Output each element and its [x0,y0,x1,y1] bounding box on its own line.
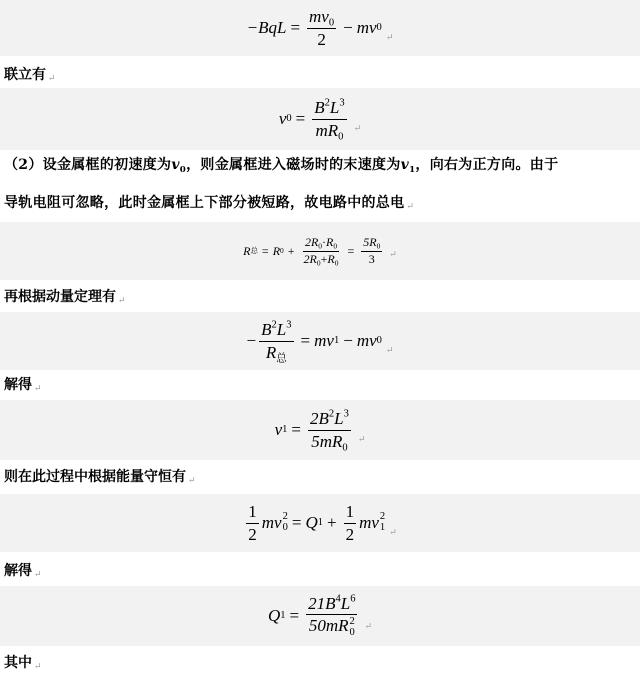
eq4-minus: − [343,331,353,350]
text-5: 解得 [4,377,32,393]
eq3-num-a: 2R [304,234,319,249]
eq3-dot: · [322,234,326,249]
eq4-num-b: B [261,319,272,339]
eq2-den: mR [315,120,339,140]
eq6-q: Q [305,513,318,532]
paragraph-mark: ↵ [364,621,373,632]
eq5-equals: = [291,420,301,439]
heat-equation: Q 1 = $21B^4L^6$ 50mR 2 0 ↵ [267,593,373,638]
eq3-den-a: 2R [303,251,317,266]
total-resistance-equation: R 总 = R 0 + $\frac{2R_0\cdot R_0}{2R_0+R_0}$ = $\frac{5R_0}{3}$ ↵ [243,234,397,268]
eq6-b: mv [359,513,379,532]
eq1-num: mv [309,6,329,26]
text-line-5 [4,376,42,398]
eq4-b: mv [356,331,377,350]
eq4-num-sup1: 2 [271,319,277,331]
eq3-num-a-sub: 0 [318,241,322,251]
paragraph-mark: ↵ [357,434,366,445]
text-6: 则在此过程中根据能量守恒有 [4,469,186,485]
text-8: 其中 [4,655,32,671]
eq2-lhs: v [278,109,287,128]
eq3-plus: + [287,243,295,258]
eq4-den-sub: 总 [276,353,287,365]
text-line-8 [4,654,42,676]
equation-block-3 [0,222,640,280]
eq4-neg: − [246,331,257,350]
eq3-num-b-sub: 0 [333,241,338,251]
text-line-7 [4,562,42,584]
momentum-equation: −BqL = $\frac{mv_0}{2}$ − mv 0 ↵ [246,6,394,49]
text-2-v0-sub: 0 [179,165,187,176]
eq6-plus: + [327,513,337,532]
eq3-den-b-sub: 0 [334,258,339,268]
eq5-num-sup1: 2 [328,408,335,420]
eq2-equals: = [295,109,306,128]
eq1-tail: mv [356,18,377,37]
eq7-equals: = [289,606,300,625]
text-1: 联立有 [4,67,46,83]
eq6-half1-den: 2 [248,524,257,544]
text-line-4 [4,288,126,310]
v1-equation: v 1 = $\frac{2B^2L^3}{5mR_0}$ ↵ [274,408,366,454]
eq3-num2-sub: 0 [376,241,381,251]
eq4-num-l: L [276,319,287,339]
eq3-den-plus: + [320,251,328,266]
eq3-num2: 5R [363,234,377,249]
paragraph-mark: ↵ [353,123,362,134]
paragraph-mark: ↵ [34,662,42,672]
text-2b: ，则金属框进入磁场时的末速度为 [186,157,401,173]
paragraph-mark: ↵ [389,249,397,260]
eq5-num-l: L [334,408,344,428]
eq4-equals: = [300,331,311,350]
eq3-equals-2: = [347,243,355,258]
paragraph-mark: ↵ [188,476,196,486]
paragraph-mark: ↵ [385,32,394,43]
text-line-3 [4,194,414,216]
text-3: 导轨电阻可忽略，此时金属框上下部分被短路，故电路中的总电 [4,195,405,211]
eq7-den-sub: 0 [349,626,355,638]
eq2-num-b: B [314,97,325,117]
text-2c: ，向右为正方向。由于 [415,157,559,173]
equation-block-4 [0,312,640,370]
equation-block-6 [0,494,640,552]
eq5-den-sub: 0 [342,442,348,454]
eq2-num-l: L [329,97,340,117]
v0-equation: v 0 = $\frac{B^2L^3}{mR_0}$ ↵ [278,97,362,143]
eq3-den-b: R [327,251,335,266]
eq7-num-sup1: 4 [335,593,341,605]
eq2-den-sub: 0 [338,131,344,143]
eq3-num-b: R [326,234,334,249]
eq6-a-sup: 2 [282,511,288,523]
eq5-lhs: v [274,420,283,439]
eq5-num-b: 2B [309,408,329,428]
eq3-fraction-1 [302,236,341,267]
eq1-den: 2 [317,29,326,49]
paragraph-mark: ↵ [385,345,394,356]
eq4-den: R [265,342,277,362]
text-line-6 [4,468,196,490]
eq6-b-sup: 2 [379,511,386,523]
eq7-lhs: Q [267,606,281,625]
eq1-lhs: −BqL [246,18,287,37]
eq6-equals: = [291,513,302,532]
eq7-num-l: L [340,593,351,613]
eq1-num-sub: 0 [328,17,335,29]
eq1-equals: = [290,18,301,37]
eq7-den-sup: 2 [349,616,355,627]
eq3-equals-1: = [261,243,269,258]
paragraph-mark: ↵ [406,202,415,212]
text-2-v0: v [171,157,180,173]
text-line-2 [4,156,558,174]
eq7-den: 50mR [308,616,349,636]
equation-block-7 [0,586,640,646]
eq3-lhs: R [243,243,251,258]
paragraph-mark: ↵ [48,74,56,84]
eq7-num-b: 21B [308,593,336,613]
eq6-a-sub: 0 [282,522,288,533]
eq6-half2-den: 2 [345,524,355,544]
eq7-num-sup2: 6 [350,593,356,605]
text-line-1 [4,66,56,88]
paragraph-mark: ↵ [34,384,42,394]
paragraph-mark: ↵ [34,570,42,580]
eq6-half2-num: 1 [344,502,357,524]
paragraph-mark: ↵ [118,296,126,306]
eq2-fraction [312,97,346,143]
eq3-den-a-sub: 0 [316,258,321,268]
eq2-num-sup1: 2 [324,97,330,109]
equation-block-5 [0,400,640,460]
eq1-minus: − [343,18,353,37]
eq2-num-sup2: 3 [339,97,345,109]
eq5-fraction [308,408,351,454]
eq5-den: 5mR [311,431,343,451]
eq6-half-1 [246,502,259,544]
eq3-den2: 3 [368,251,375,266]
energy-equation: $\frac{1}{2}$ mv 2 0 = Q 1 + $\frac{1}{2}$ mv 2 1 ↵ [248,501,397,544]
eq3-r0: R [272,243,281,258]
eq6-half-2 [344,502,357,544]
eq6-a: mv [261,513,282,532]
eq3-fraction-2 [361,236,382,267]
text-2-v1-sub: 1 [409,165,416,176]
eq6-b-sub: 1 [379,522,386,533]
text-2a: （2）设金属框的初速度为 [4,157,172,173]
eq6-half1-num: 1 [246,502,259,524]
text-4: 再根据动量定理有 [4,289,116,305]
eq4-fraction [259,319,293,365]
text-2-v1: v [400,157,410,173]
equation-block-1 [0,0,640,56]
impulse-equation: − $\frac{B^2L^3}{R_总}$ = mv 1 − mv 0 ↵ [246,319,394,365]
eq4-num-sup2: 3 [286,319,292,331]
eq5-num-sup2: 3 [343,408,349,420]
paragraph-mark: ↵ [389,527,397,538]
eq4-a: mv [314,331,334,350]
eq7-fraction [306,594,357,638]
eq1-fraction [307,7,336,49]
equation-block-2 [0,88,640,150]
text-7: 解得 [4,563,32,579]
